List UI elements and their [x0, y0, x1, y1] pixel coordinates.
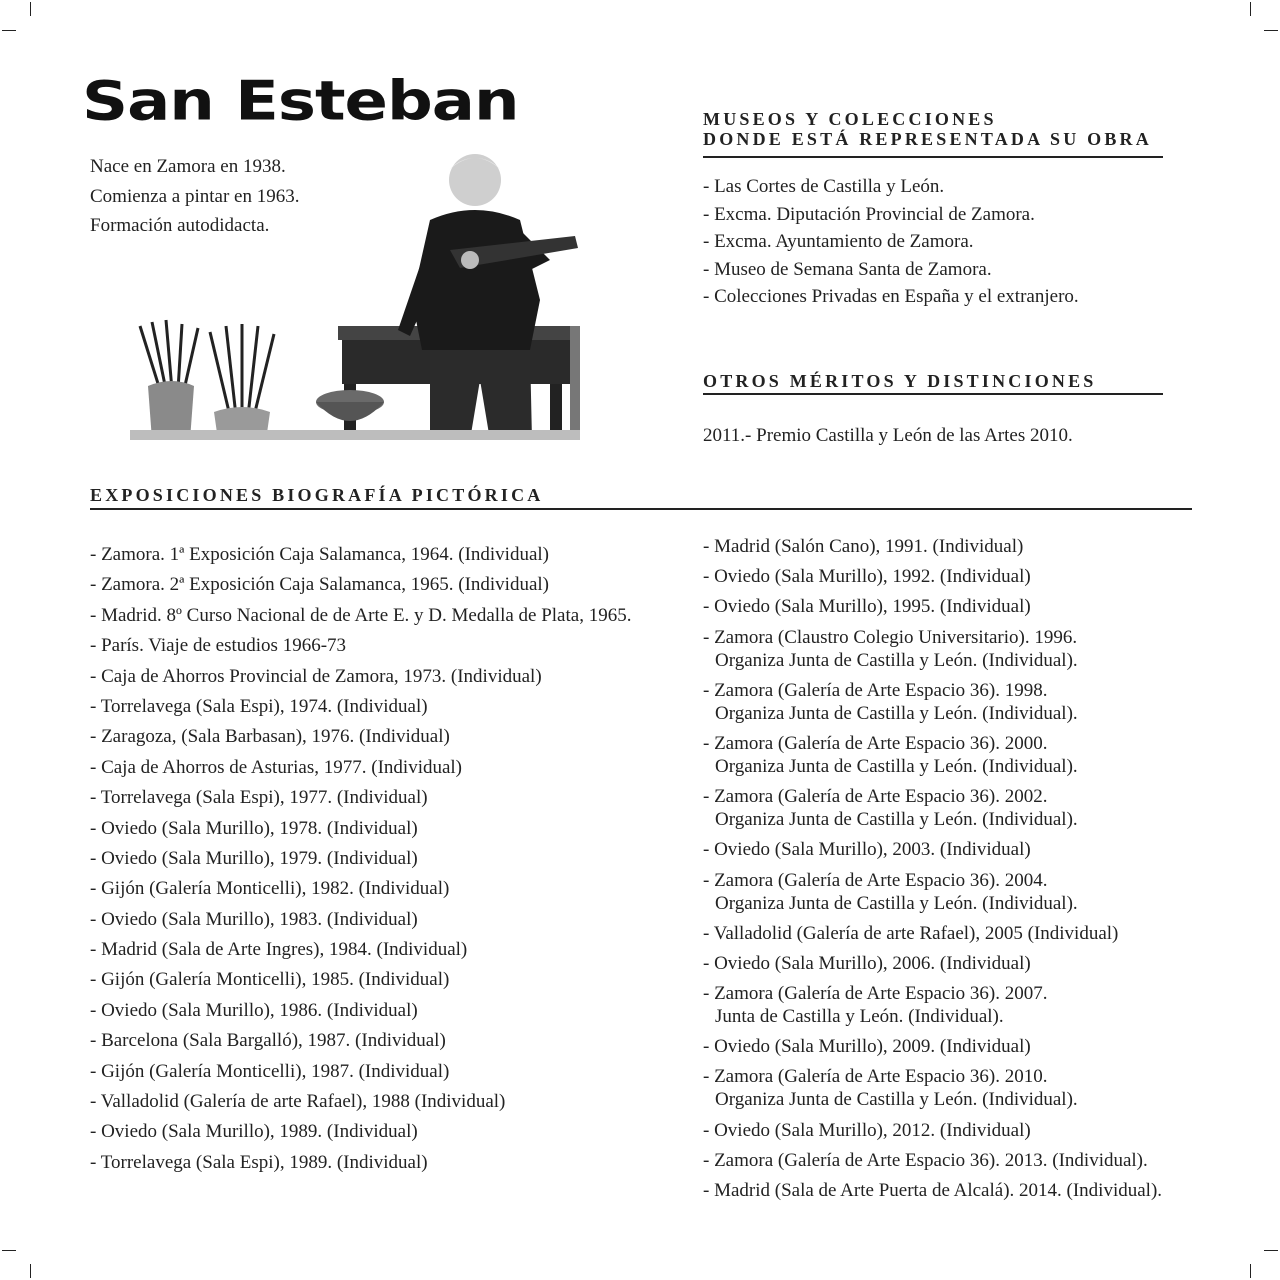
list-item-line: Organiza Junta de Castilla y León. (Individual).	[715, 1089, 1078, 1111]
list-item: - Gijón (Galería Monticelli), 1985. (Individual)	[90, 969, 450, 991]
list-item-line: - Valladolid (Galería de arte Rafael), 2005 (Individual)	[703, 922, 1119, 944]
list-item-line: - Zamora (Galería de Arte Espacio 36). 1998.	[703, 679, 1048, 701]
list-item-line: Junta de Castilla y León. (Individual).	[715, 1006, 1004, 1028]
intro-line: Comienza a pintar en 1963.	[90, 185, 300, 207]
crop-mark	[1264, 30, 1278, 31]
list-item-line: - Oviedo (Sala Murillo), 2003. (Individual)	[703, 839, 1031, 861]
list-item: - Caja de Ahorros Provincial de Zamora, 1973. (Individual)	[90, 665, 542, 687]
list-item-line: - Zamora (Galería de Arte Espacio 36). 2013. (Individual).	[703, 1149, 1148, 1171]
list-item	[703, 1119, 1162, 1149]
list-item-line: - Oviedo (Sala Murillo), 2006. (Individual)	[703, 952, 1031, 974]
list-item-line: Organiza Junta de Castilla y León. (Individual).	[715, 702, 1078, 724]
artist-photo-icon	[130, 140, 580, 440]
list-item	[703, 982, 1162, 1035]
list-item-line: - Oviedo (Sala Murillo), 1992. (Individual)	[703, 566, 1031, 588]
crop-mark	[1264, 1250, 1278, 1251]
list-item: - Zamora. 1ª Exposición Caja Salamanca, 1964. (Individual)	[90, 544, 549, 565]
list-item	[703, 732, 1162, 785]
meritos-title: OTROS MÉRITOS Y DISTINCIONES	[703, 371, 1097, 391]
list-item	[703, 626, 1162, 679]
list-item: - Valladolid (Galería de arte Rafael), 1988 (Individual)	[90, 1091, 506, 1113]
museos-title	[703, 109, 1152, 149]
list-item-line: - Zamora (Galería de Arte Espacio 36). 2002.	[703, 786, 1048, 808]
list-item: - Madrid. 8º Curso Nacional de de Arte E. y D. Medalla de Plata, 1965.	[90, 604, 632, 626]
crop-mark	[1250, 2, 1251, 16]
list-item	[703, 922, 1162, 952]
list-item	[703, 869, 1162, 922]
list-item: - Madrid (Sala de Arte Ingres), 1984. (Individual)	[90, 939, 468, 961]
list-item: - Oviedo (Sala Murillo), 1989. (Individual)	[90, 1121, 418, 1143]
list-item-line: - Oviedo (Sala Murillo), 2009. (Individual)	[703, 1036, 1031, 1058]
list-item: 2011.- Premio Castilla y León de las Artes 2010.	[703, 425, 1073, 446]
list-item: - Colecciones Privadas en España y el extranjero.	[703, 286, 1079, 308]
list-item-line: Organiza Junta de Castilla y León. (Individual).	[715, 649, 1078, 671]
crop-mark	[2, 1250, 16, 1251]
list-item	[703, 785, 1162, 838]
meritos-rule	[703, 393, 1163, 395]
crop-mark	[30, 1264, 31, 1278]
list-item-line: Organiza Junta de Castilla y León. (Individual).	[715, 755, 1078, 777]
list-item-line: - Zamora (Claustro Colegio Universitario). 1996.	[703, 626, 1078, 648]
list-item: - Museo de Semana Santa de Zamora.	[703, 258, 992, 280]
list-item: - Oviedo (Sala Murillo), 1978. (Individual)	[90, 817, 418, 839]
list-item: - Torrelavega (Sala Espi), 1974. (Individual)	[90, 695, 428, 717]
list-item: - Torrelavega (Sala Espi), 1977. (Individual)	[90, 787, 428, 809]
museos-list	[703, 173, 1079, 311]
list-item: - Torrelavega (Sala Espi), 1989. (Individual)	[90, 1151, 428, 1173]
crop-mark	[2, 30, 16, 31]
intro-line: Nace en Zamora en 1938.	[90, 156, 286, 177]
list-item	[703, 565, 1162, 595]
list-item-line: - Zamora (Galería de Arte Espacio 36). 2010.	[703, 1066, 1048, 1088]
exposiciones-title: EXPOSICIONES BIOGRAFÍA PICTÓRICA	[90, 485, 544, 505]
list-item: - Gijón (Galería Monticelli), 1987. (Individual)	[90, 1060, 450, 1082]
list-item: - Zaragoza, (Sala Barbasan), 1976. (Individual)	[90, 726, 450, 748]
list-item	[703, 1065, 1162, 1118]
list-item-line: Organiza Junta de Castilla y León. (Individual).	[715, 809, 1078, 831]
meritos-list	[703, 422, 1073, 450]
list-item-line: - Oviedo (Sala Murillo), 2012. (Individual)	[703, 1119, 1031, 1141]
list-item-line: - Madrid (Sala de Arte Puerta de Alcalá). 2014. (Individual).	[703, 1180, 1163, 1201]
crop-mark	[30, 2, 31, 16]
list-item: - Oviedo (Sala Murillo), 1986. (Individual)	[90, 999, 418, 1021]
list-item-line: Organiza Junta de Castilla y León. (Individual).	[715, 892, 1078, 914]
intro-line: Formación autodidacta.	[90, 215, 270, 236]
crop-mark	[1250, 1264, 1251, 1278]
exposiciones-rule	[90, 508, 1192, 510]
museos-title-line: DONDE ESTÁ REPRESENTADA SU OBRA	[703, 129, 1152, 149]
list-item: - Gijón (Galería Monticelli), 1982. (Individual)	[90, 878, 450, 900]
list-item: - Oviedo (Sala Murillo), 1983. (Individual)	[90, 908, 418, 930]
list-item	[703, 1179, 1162, 1209]
museos-title-line: MUSEOS Y COLECCIONES	[703, 109, 997, 129]
list-item: - Zamora. 2ª Exposición Caja Salamanca, 1965. (Individual)	[90, 574, 549, 596]
list-item	[703, 1149, 1162, 1179]
list-item: - Caja de Ahorros de Asturias, 1977. (Individual)	[90, 756, 463, 778]
exposiciones-left-list	[90, 540, 631, 1178]
list-item: - Excma. Ayuntamiento de Zamora.	[703, 231, 974, 253]
exposiciones-right-list	[703, 535, 1162, 1209]
list-item	[703, 595, 1162, 625]
list-item-line: - Zamora (Galería de Arte Espacio 36). 2004.	[703, 869, 1048, 891]
list-item: - París. Viaje de estudios 1966-73	[90, 635, 347, 657]
list-item	[703, 535, 1162, 565]
museos-rule	[703, 156, 1163, 158]
list-item: - Oviedo (Sala Murillo), 1979. (Individual)	[90, 847, 418, 869]
list-item-line: - Zamora (Galería de Arte Espacio 36). 2007.	[703, 983, 1048, 1005]
list-item-line: - Oviedo (Sala Murillo), 1995. (Individual)	[703, 596, 1031, 618]
list-item	[703, 838, 1162, 868]
list-item: - Las Cortes de Castilla y León.	[703, 176, 945, 197]
list-item-line: - Zamora (Galería de Arte Espacio 36). 2000.	[703, 732, 1048, 754]
list-item	[703, 952, 1162, 982]
list-item: - Excma. Diputación Provincial de Zamora.	[703, 203, 1035, 225]
list-item-line: - Madrid (Salón Cano), 1991. (Individual)	[703, 536, 1024, 557]
artist-signature: San Esteban	[82, 70, 519, 133]
list-item	[703, 679, 1162, 732]
list-item	[703, 1035, 1162, 1065]
list-item: - Barcelona (Sala Bargalló), 1987. (Individual)	[90, 1030, 446, 1052]
